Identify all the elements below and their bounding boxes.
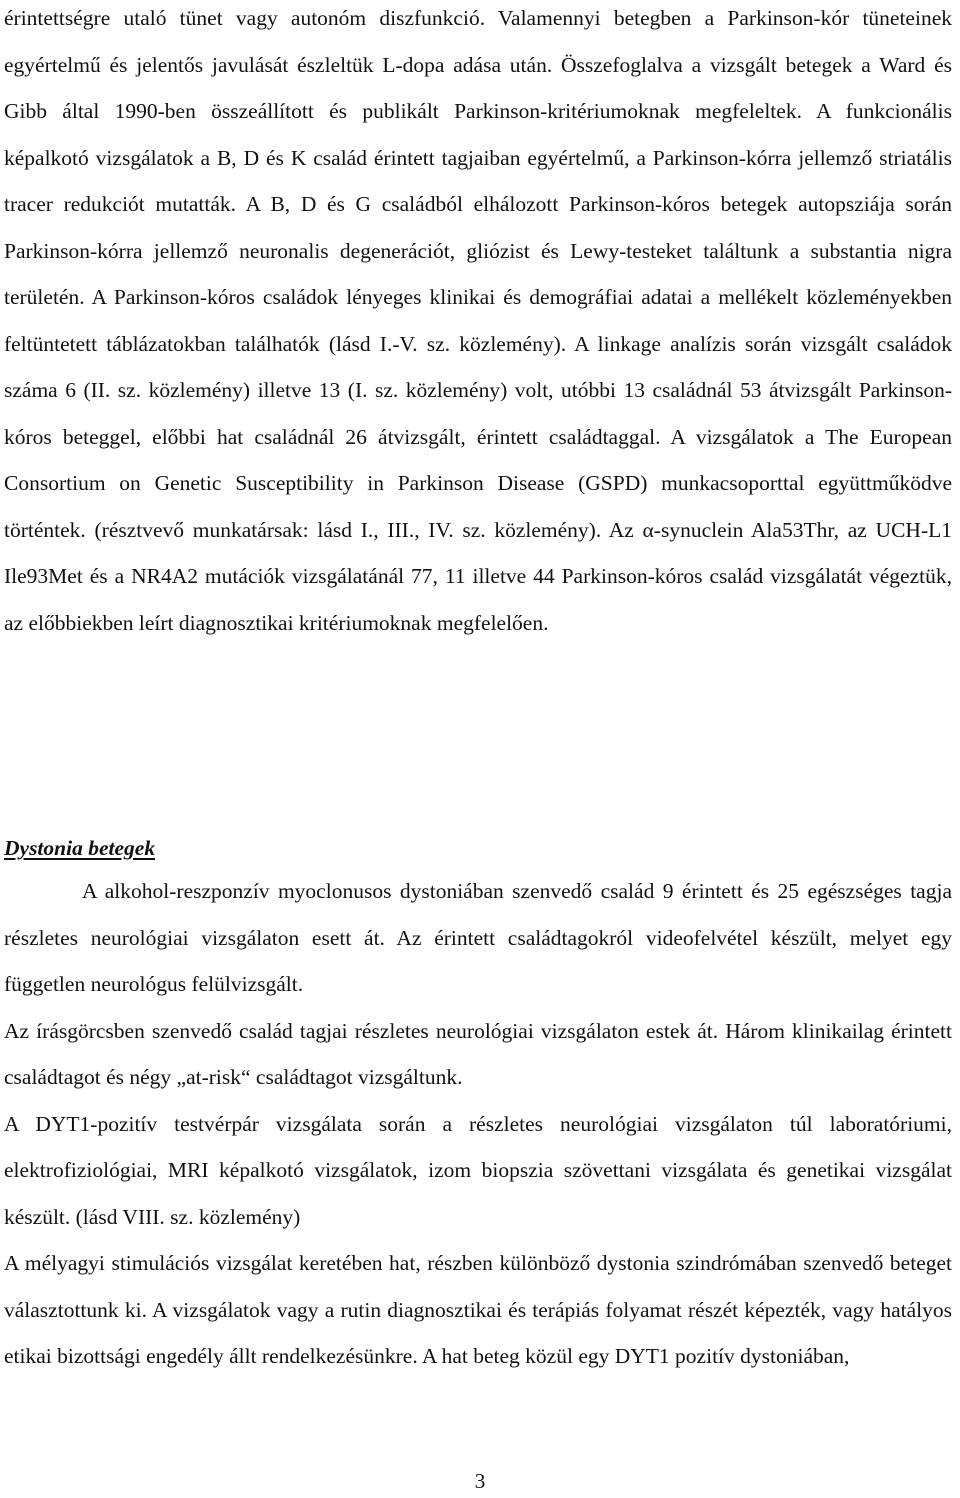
page-number: 3 <box>474 1469 486 1493</box>
paragraph: A alkohol-reszponzív myoclonusos dystoniában szenvedő család 9 érintett és 25 egészséges tagja részletes neurológiai vizsgálaton esett át. Az érintett családtagokról videofelvétel készült, melyet egy független neurológus felülvizsgált. <box>4 879 952 996</box>
paragraph: Az írásgörcsben szenvedő család tagjai részletes neurológiai vizsgálaton estek át. Három klinikailag érintett családtagot és négy „at-risk“ családtagot vizsgáltunk. <box>4 1018 952 1089</box>
section-heading: Dystonia betegek <box>4 836 156 860</box>
paragraph: A DYT1-pozitív testvérpár vizsgálata során a részletes neurológiai vizsgálaton túl laboratóriumi, elektrofiziológiai, MRI képalkotó vizsgálatok, izom biopszia szövettani vizsgálata és genetikai vizsgálat készült. (lásd VIII. sz. közlemény) <box>4 1111 952 1229</box>
body-text-block <box>4 868 952 1380</box>
paragraph: érintettségre utaló tünet vagy autonóm diszfunkció. Valamennyi betegben a Parkinson-kór tüneteinek egyértelmű és jelentős javulását észleltük L-dopa adása után. Összefoglalva a vizsgált betegek a Ward és Gibb által 1990-ben összeállított és publikált Parkinson-kritériumoknak megfeleltek. A funkcionális képalkotó vizsgálatok a B, D és K család érintett tagjaiban egyértelmű, a Parkinson-kórra jellemző striatális tracer redukciót mutatták. A B, D és G családból elhálozott Parkinson-kóros betegek autopsziája során Parkinson-kórra jellemző neuronalis degenerációt, gliózist és Lewy-testeket találtunk a substantia nigra területén. A Parkinson-kóros családok lényeges klinikai és demográfiai adatai a mellékelt közleményekben feltüntetett táblázatokban találhatók (lásd I.-V. sz. közlemény). A linkage analízis során vizsgált családok száma 6 (II. sz. közlemény) illetve 13 (I. sz. közlemény) volt, utóbbi 13 családnál 53 átvizsgált Parkinson-kóros beteggel, előbbi hat családnál 26 átvizsgált, érintett családtaggal. A vizsgálatok a The European Consortium on Genetic Susceptibility in Parkinson Disease (GSPD) munkacsoporttal együttműködve történtek. (résztvevő munkatársak: lásd I., III., IV. sz. közlemény). Az α-synuclein Ala53Thr, az UCH-L1 Ile93Met és a NR4A2 mutációk vizsgálatánál 77, 11 illetve 44 Parkinson-kóros család vizsgálatát végeztük, az előbbiekben leírt diagnosztikai kritériumoknak megfelelően. <box>4 6 952 635</box>
paragraph: A mélyagyi stimulációs vizsgálat keretében hat, részben különböző dystonia szindrómában szenvedő beteget választottunk ki. A vizsgálatok vagy a rutin diagnosztikai és terápiás folyamat részét képezték, vagy hatályos etikai bizottsági engedély állt rendelkezésünkre. A hat beteg közül egy DYT1 pozitív dystoniában, <box>4 1251 952 1368</box>
body-text-block <box>4 0 952 646</box>
